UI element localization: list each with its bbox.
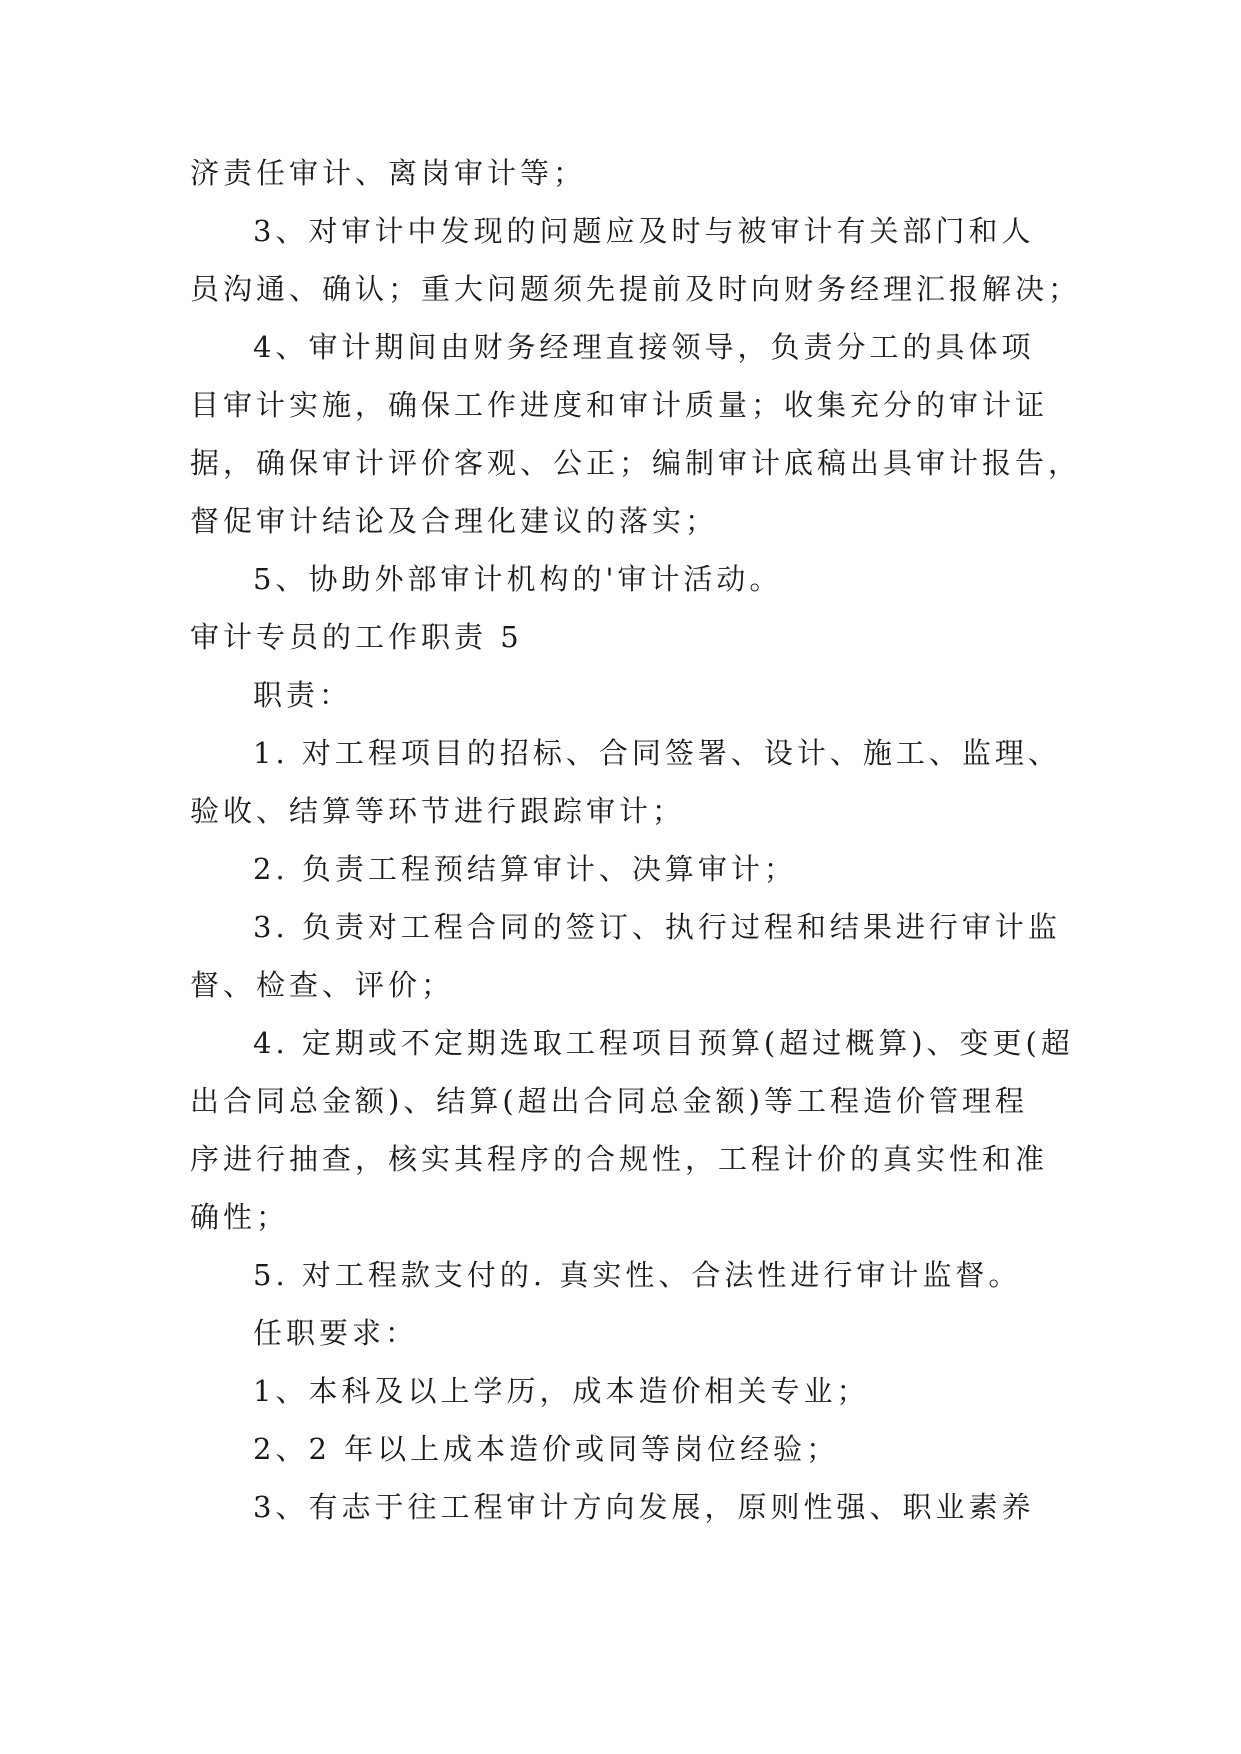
- text-line: 职责：: [253, 678, 353, 712]
- text-line: 3、有志于往工程审计方向发展，原则性强、职业素养: [253, 1490, 1035, 1524]
- text-line: 5、协助外部审计机构的'审计活动。: [253, 562, 783, 596]
- text-line: 员沟通、确认；重大问题须先提前及时向财务经理汇报解决；: [190, 272, 1082, 306]
- text-line: 4、审计期间由财务经理直接领导，负责分工的具体项: [253, 330, 1035, 364]
- text-line: 4. 定期或不定期选取工程项目预算(超过概算)、变更(超: [253, 1026, 1074, 1060]
- text-line: 3、对审计中发现的问题应及时与被审计有关部门和人: [253, 214, 1035, 248]
- text-line: 序进行抽查，核实其程序的合规性，工程计价的真实性和准: [190, 1142, 1049, 1176]
- text-line: 济责任审计、离岗审计等；: [190, 156, 587, 190]
- section-heading: 审计专员的工作职责 5: [190, 620, 523, 654]
- text-line: 3. 负责对工程合同的签订、执行过程和结果进行审计监: [253, 910, 1061, 944]
- text-line: 出合同总金额)、结算(超出合同总金额)等工程造价管理程: [190, 1084, 1028, 1118]
- text-line: 确性；: [190, 1200, 290, 1234]
- text-line: 5. 对工程款支付的. 真实性、合法性进行审计监督。: [253, 1258, 1022, 1292]
- text-line: 目审计实施，确保工作进度和审计质量；收集充分的审计证: [190, 388, 1049, 422]
- text-line: 任职要求：: [253, 1316, 419, 1350]
- text-line: 督、检查、评价；: [190, 968, 455, 1002]
- text-line: 1、本科及以上学历，成本造价相关专业；: [253, 1374, 870, 1408]
- text-line: 据，确保审计评价客观、公正；编制审计底稿出具审计报告，: [190, 446, 1082, 480]
- text-line: 2、2 年以上成本造价或同等岗位经验；: [253, 1432, 840, 1466]
- text-line: 验收、结算等环节进行跟踪审计；: [190, 794, 686, 828]
- text-line: 2. 负责工程预结算审计、决算审计；: [253, 852, 797, 886]
- text-line: 督促审计结论及合理化建议的落实；: [190, 504, 719, 538]
- text-line: 1. 对工程项目的招标、合同签署、设计、施工、监理、: [253, 736, 1061, 770]
